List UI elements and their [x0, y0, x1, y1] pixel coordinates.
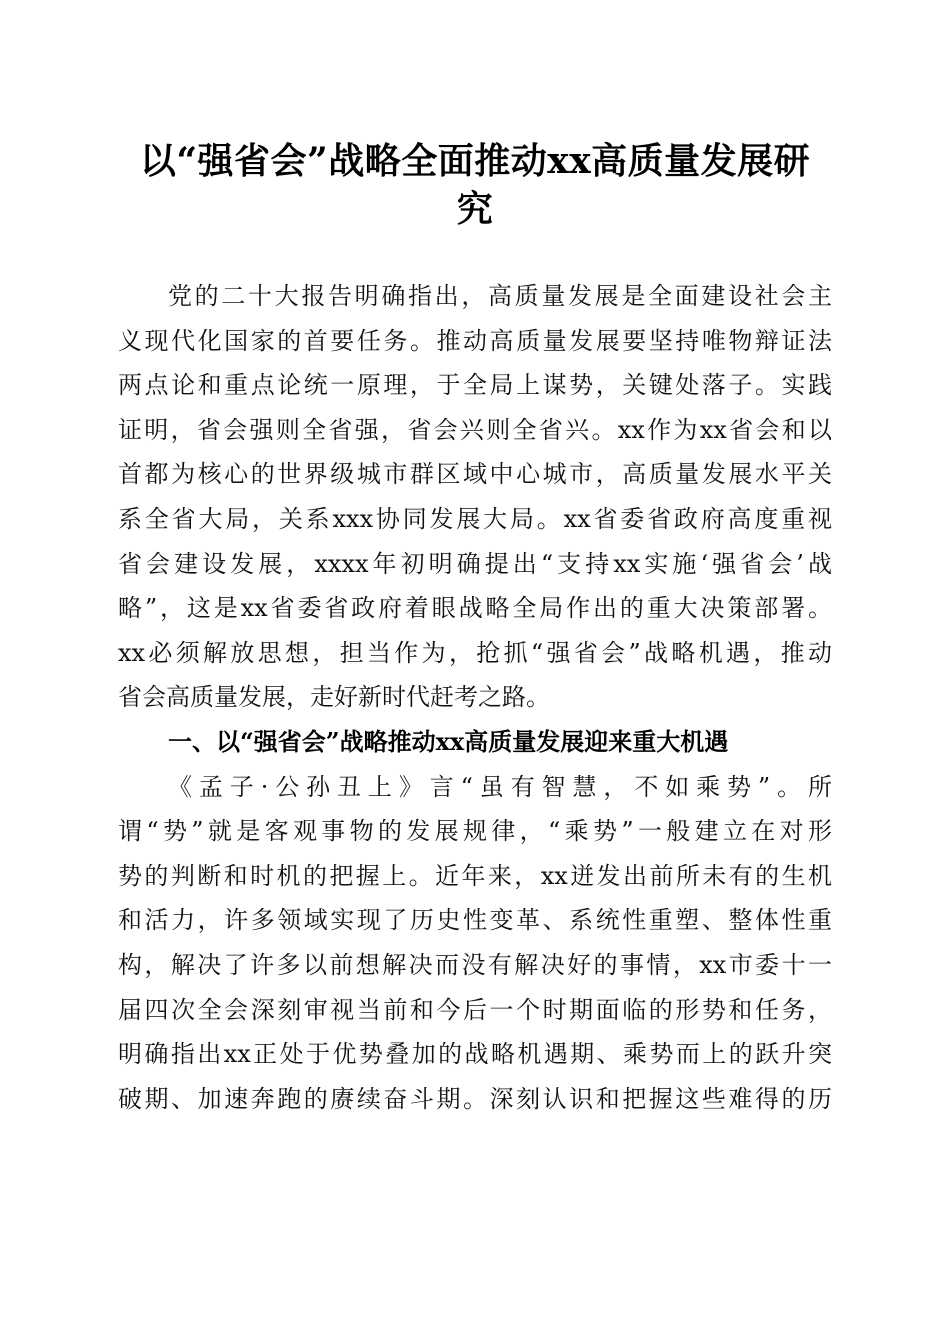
paragraph-line: 证明，省会强则全省强，省会兴则全省兴。xx作为xx省会和以: [118, 415, 832, 444]
document-title: [118, 137, 832, 233]
paragraph-line: 谓“势”就是客观事物的发展规律，“乘势”一般建立在对形: [118, 817, 832, 846]
paragraph-line: 义现代化国家的首要任务。推动高质量发展要坚持唯物辩证法: [118, 326, 832, 355]
paragraph-line: 略”，这是xx省委省政府着眼战略全局作出的重大决策部署。: [118, 594, 832, 623]
title-line: 以“强省会”战略全面推动xx高质量发展研: [139, 140, 811, 182]
paragraph-line: 构，解决了许多以前想解决而没有解决好的事情，xx市委十一: [118, 950, 832, 979]
paragraph-2: [118, 765, 832, 1122]
paragraph-line: 省会建设发展，xxxx年初明确提出“支持xx实施‘强省会’战: [118, 549, 832, 578]
paragraph-line: 系全省大局，关系xxx协同发展大局。xx省委省政府高度重视: [118, 504, 832, 533]
paragraph-line: 首都为核心的世界级城市群区域中心城市，高质量发展水平关: [118, 460, 832, 489]
paragraph-line: 明确指出xx正处于优势叠加的战略机遇期、乘势而上的跃升突: [118, 1040, 832, 1069]
paragraph-line: 党的二十大报告明确指出，高质量发展是全面建设社会主: [168, 282, 832, 310]
title-line: 究: [456, 188, 494, 230]
paragraph-line: 届四次全会深刻审视当前和今后一个时期面临的形势和任务，: [118, 995, 832, 1024]
paragraph-line: xx必须解放思想，担当作为，抢抓“强省会”战略机遇，推动: [118, 638, 832, 667]
paragraph-line: 破期、加速奔跑的赓续奋斗期。深刻认识和把握这些难得的历: [118, 1084, 832, 1113]
document-body: [118, 274, 832, 1121]
paragraph-line: 两点论和重点论统一原理，于全局上谋势，关键处落子。实践: [118, 371, 832, 400]
section-heading: 一、以“强省会”战略推动xx高质量发展迎来重大机遇: [168, 726, 729, 756]
paragraph-line: 《孟子·公孙丑上》言“虽有智慧，不如乘势”。所: [168, 772, 832, 801]
paragraph-line: 和活力，许多领域实现了历史性变革、系统性重塑、整体性重: [118, 906, 832, 935]
paragraph-1: [118, 274, 832, 720]
paragraph-line: 省会高质量发展，走好新时代赶考之路。: [118, 683, 550, 712]
paragraph-line: 势的判断和时机的把握上。近年来，xx迸发出前所未有的生机: [118, 861, 832, 890]
